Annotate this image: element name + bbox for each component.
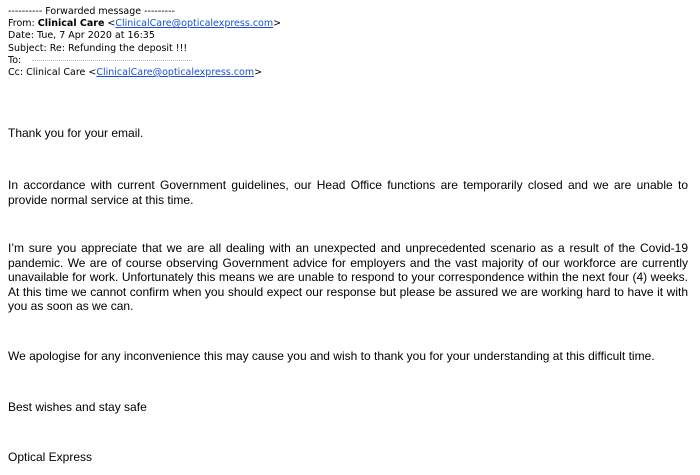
cc-label: Cc:	[8, 67, 24, 79]
body-paragraph-apology: We apologise for any inconvenience this may cause you and wish to thank you for your understanding at this difficult time.	[8, 349, 655, 363]
body-paragraph-covid: I’m sure you appreciate that we are all dealing with an unexpected and unprecedented scenario as a result of the Covid-19 pandemic. We are of course observing Government advice for employers and the vast majority of our workforce are currently unavailable for work. Unfortunately this means we are unable to respond to your correspondence within the next four (4) weeks. At this time we cannot confirm when you should expect our response but please be assured we are working hard to have it with you as soon as we can.	[8, 241, 688, 313]
body-signoff: Best wishes and stay safe	[8, 400, 147, 414]
date-line	[8, 30, 698, 42]
redacted-recipient	[32, 59, 192, 61]
body-paragraph-guidelines: In accordance with current Government guidelines, our Head Office functions are temporarily closed and we are unable to provide normal service at this time.	[8, 178, 688, 207]
subject-line	[8, 43, 698, 55]
from-line: From: Clinical Care <ClinicalCare@opticalexpress.com>	[8, 18, 282, 30]
subject-value: Re: Refunding the deposit !!!	[49, 42, 188, 54]
to-label: To:	[8, 54, 22, 66]
cc-email-link[interactable]: ClinicalCare@opticalexpress.com	[96, 67, 255, 79]
cc-line: Cc: Clinical Care <ClinicalCare@opticalexpress.com>	[8, 67, 263, 79]
cc-name: Clinical Care	[26, 67, 86, 79]
from-email-link[interactable]: ClinicalCare@opticalexpress.com	[115, 18, 274, 30]
email-header	[8, 6, 698, 79]
to-line	[8, 55, 698, 67]
from-label: From:	[8, 18, 35, 30]
date-value: Tue, 7 Apr 2020 at 16:35	[36, 30, 155, 42]
subject-label: Subject:	[8, 42, 47, 54]
date-label: Date:	[8, 30, 34, 42]
body-paragraph-thanks: Thank you for your email.	[8, 126, 144, 140]
body-signature: Optical Express	[8, 450, 93, 464]
from-name: Clinical Care	[37, 18, 105, 30]
forwarded-divider: ---------- Forwarded message ---------	[8, 6, 175, 17]
